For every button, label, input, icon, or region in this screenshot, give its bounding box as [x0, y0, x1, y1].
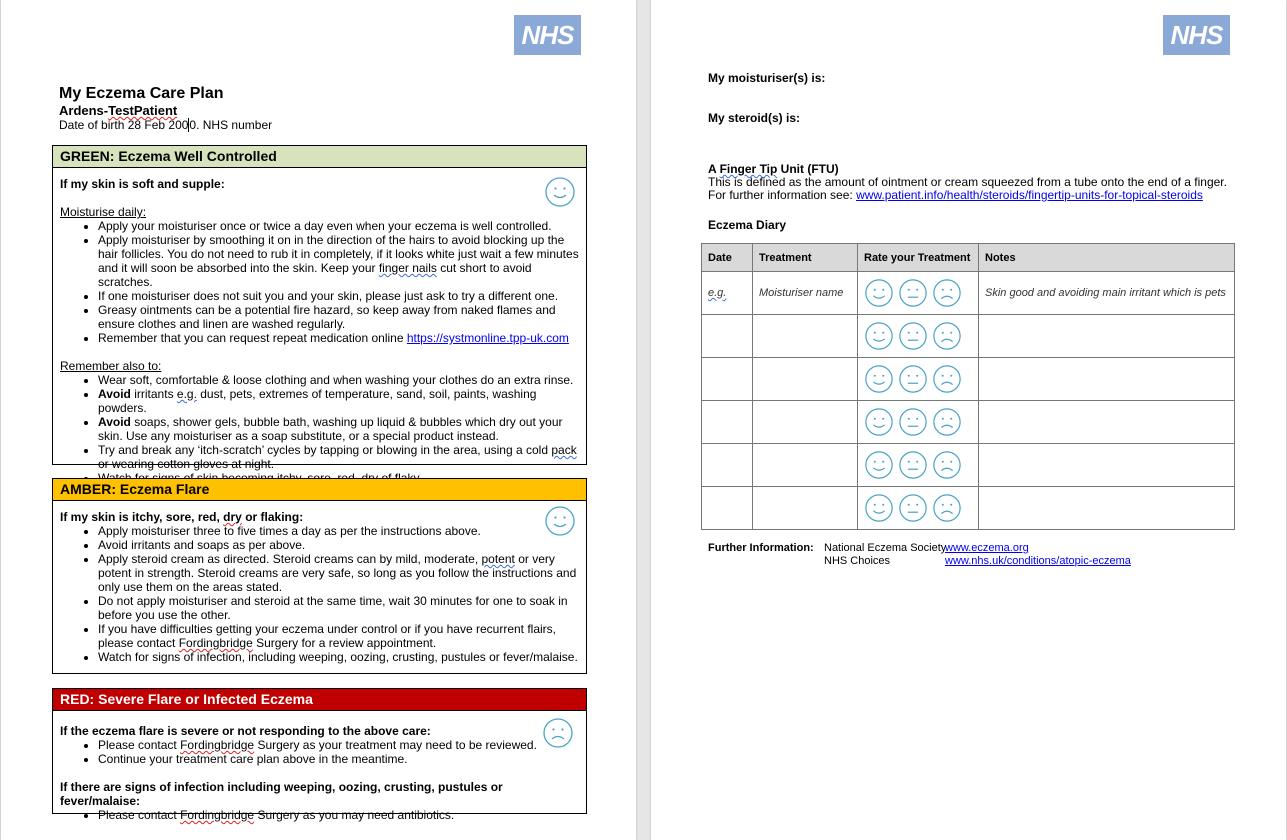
- further-org: NHS Choices: [824, 555, 891, 567]
- date-cell[interactable]: [702, 401, 753, 444]
- treatment-cell[interactable]: [753, 315, 858, 358]
- list-item: • Do not apply moisturiser and steroid at the same time, wait 30 minutes for one to soak in before you use the other.: [98, 594, 580, 622]
- column-header-rating: Rate your Treatment: [858, 244, 979, 272]
- date-of-birth-line: Date of birth 28 Feb 2000. NHS number: [59, 118, 273, 132]
- neutral-face-icon[interactable]: [898, 450, 928, 480]
- treatment-cell[interactable]: [753, 358, 858, 401]
- document-page-1: [1, 0, 636, 840]
- smiley-face-icon: [544, 505, 576, 537]
- ftu-heading: A Finger Tip Unit (FTU): [708, 162, 839, 176]
- red-lead-1: If the eczema flare is severe or not responding to the above care:: [60, 724, 431, 738]
- red-section: [52, 688, 587, 822]
- list-item: • Remember that you can request repeat medication online https://systmonline.tpp-uk.com: [98, 331, 580, 345]
- list-item: • Try and break any ‘itch-scratch’ cycles by tapping or blowing in the area, using a cold pack or wearing cotton gloves at night.: [98, 443, 580, 471]
- happy-face-icon[interactable]: [864, 450, 894, 480]
- table-row: [702, 272, 1235, 315]
- sad-face-icon: [542, 717, 574, 749]
- ftu-link[interactable]: www.patient.info/health/steroids/fingertip-units-for-topical-steroids: [856, 188, 1203, 202]
- sad-face-icon[interactable]: [932, 278, 962, 308]
- neutral-face-icon[interactable]: [898, 364, 928, 394]
- sad-face-icon[interactable]: [932, 450, 962, 480]
- diary-title: Eczema Diary: [708, 218, 787, 232]
- red-list-1: [60, 738, 580, 766]
- rating-cell: [858, 315, 979, 358]
- neutral-face-icon[interactable]: [898, 493, 928, 523]
- neutral-face-icon[interactable]: [898, 407, 928, 437]
- further-org: National Eczema Society: [824, 542, 947, 554]
- happy-face-icon[interactable]: [864, 493, 894, 523]
- rating-cell: [858, 272, 979, 315]
- treatment-cell[interactable]: [753, 487, 858, 530]
- notes-cell[interactable]: [979, 444, 1235, 487]
- table-row: [702, 487, 1235, 530]
- sad-face-icon[interactable]: [932, 493, 962, 523]
- column-header-notes: Notes: [979, 244, 1235, 272]
- list-item: • Apply moisturiser by smoothing it on in the direction of the hairs to avoid blocking up the hair follicles. You do not need to rub it in completely, if it looks white just wait a few minutes and it will soon be absorbed into the skin. Keep your finger nails cut short to avoid scratches.: [98, 233, 580, 289]
- nhs-logo: NHS: [514, 15, 581, 55]
- list-item: • Wear soft, comfortable & loose clothing and when washing your clothes do an extra rinse.: [98, 373, 580, 387]
- list-item: • Please contact Fordingbridge Surgery as your treatment may need to be reviewed.: [98, 738, 580, 752]
- eczema-org-link[interactable]: www.eczema.org: [945, 542, 1029, 554]
- moisturise-heading: Moisturise daily:: [60, 205, 147, 219]
- ftu-more-info: For further information see: www.patient.info/health/steroids/fingertip-units-for-topical-steroids: [708, 188, 1203, 202]
- rating-cell: [858, 487, 979, 530]
- amber-header: AMBER: Eczema Flare: [53, 479, 586, 501]
- column-header-date: Date: [702, 244, 753, 272]
- table-row: [702, 401, 1235, 444]
- green-section: [52, 145, 587, 471]
- sad-face-icon[interactable]: [932, 321, 962, 351]
- table-row: [702, 444, 1235, 487]
- table-header-row: [702, 244, 1235, 272]
- list-item: • Apply your moisturiser once or twice a day even when your eczema is well controlled.: [98, 219, 580, 233]
- green-lead: If my skin is soft and supple:: [60, 177, 225, 191]
- systmonline-link[interactable]: https://systmonline.tpp-uk.com: [406, 331, 569, 345]
- notes-cell[interactable]: [979, 315, 1235, 358]
- sad-face-icon[interactable]: [932, 407, 962, 437]
- remember-list: [60, 373, 580, 485]
- list-item: • Please contact Fordingbridge Surgery as you may need antibiotics.: [98, 808, 580, 822]
- notes-cell[interactable]: [979, 358, 1235, 401]
- date-cell[interactable]: [702, 444, 753, 487]
- date-cell[interactable]: [702, 315, 753, 358]
- amber-section: [52, 478, 587, 674]
- table-row: [702, 358, 1235, 401]
- amber-list: [60, 524, 580, 664]
- list-item: • Avoid soaps, shower gels, bubble bath, washing up liquid & bubbles which dry out your skin. Use any moisturiser as a soap substitute, or a special product instead.: [98, 415, 580, 443]
- list-item: • Apply moisturiser three to five times a day as per the instructions above.: [98, 524, 580, 538]
- neutral-face-icon[interactable]: [898, 278, 928, 308]
- date-cell[interactable]: [702, 358, 753, 401]
- rating-cell: [858, 401, 979, 444]
- treatment-cell[interactable]: [753, 401, 858, 444]
- further-label: Further Information:: [708, 542, 814, 554]
- column-header-treatment: Treatment: [753, 244, 858, 272]
- smiley-face-icon: [544, 176, 576, 208]
- ftu-section: [708, 163, 1268, 202]
- happy-face-icon[interactable]: [864, 364, 894, 394]
- notes-cell[interactable]: [979, 487, 1235, 530]
- nhs-choices-link[interactable]: www.nhs.uk/conditions/atopic-eczema: [945, 555, 1131, 567]
- amber-lead: If my skin is itchy, sore, red, dry or flaking:: [60, 510, 304, 524]
- list-item: • Watch for signs of infection, including weeping, oozing, crusting, pustules or fever/malaise.: [98, 650, 580, 664]
- ftu-description: This is defined as the amount of ointment or cream squeezed from a tube onto the end of a finger.: [708, 175, 1227, 189]
- treatment-cell[interactable]: [753, 444, 858, 487]
- list-item: • Avoid irritants e.g. dust, pets, extremes of temperature, sand, soil, paints, washing powders.: [98, 387, 580, 415]
- steroid-label: My steroid(s) is:: [708, 111, 801, 125]
- list-item: • Greasy ointments can be a potential fire hazard, so keep away from naked flames and ensure clothes and linen are washed regularly.: [98, 303, 580, 331]
- happy-face-icon[interactable]: [864, 407, 894, 437]
- list-item: • Apply steroid cream as directed. Steroid creams can by mild, moderate, potent or very potent in strength. Steroid creams are very safe, so long as you follow the instructions and only use them on the areas stated.: [98, 552, 580, 594]
- rating-cell: [858, 444, 979, 487]
- document-page-2: [651, 0, 1286, 840]
- list-item: • If you have difficulties getting your eczema under control or if you have recurrent flairs, please contact Fordingbridge Surgery for a review appointment.: [98, 622, 580, 650]
- sad-face-icon[interactable]: [932, 364, 962, 394]
- nhs-logo: NHS: [1163, 15, 1230, 55]
- red-list-2: [60, 808, 580, 822]
- notes-cell[interactable]: Skin good and avoiding main irritant which is pets: [979, 272, 1235, 315]
- happy-face-icon[interactable]: [864, 321, 894, 351]
- date-cell[interactable]: [702, 487, 753, 530]
- red-header: RED: Severe Flare or Infected Eczema: [53, 689, 586, 711]
- moisturise-list: [60, 219, 580, 345]
- list-item: • Avoid irritants and soaps as per above.: [98, 538, 580, 552]
- happy-face-icon[interactable]: [864, 278, 894, 308]
- treatment-cell[interactable]: Moisturiser name: [753, 272, 858, 315]
- page-title: My Eczema Care Plan: [59, 85, 224, 102]
- table-row: [702, 315, 1235, 358]
- neutral-face-icon[interactable]: [898, 321, 928, 351]
- notes-cell[interactable]: [979, 401, 1235, 444]
- list-item: • If one moisturiser does not suit you and your skin, please just ask to try a different one.: [98, 289, 580, 303]
- moisturiser-label: My moisturiser(s) is:: [708, 71, 826, 85]
- date-cell[interactable]: e.g.: [702, 272, 753, 315]
- remember-heading: Remember also to:: [60, 359, 162, 373]
- red-lead-2: If there are signs of infection including weeping, oozing, crusting, pustules or fever/malaise:: [60, 780, 503, 808]
- rating-cell: [858, 358, 979, 401]
- eczema-diary-table: [701, 243, 1235, 530]
- patient-name: Ardens-TestPatient: [59, 103, 178, 118]
- green-header: GREEN: Eczema Well Controlled: [53, 146, 586, 168]
- list-item: • Continue your treatment care plan above in the meantime.: [98, 752, 580, 766]
